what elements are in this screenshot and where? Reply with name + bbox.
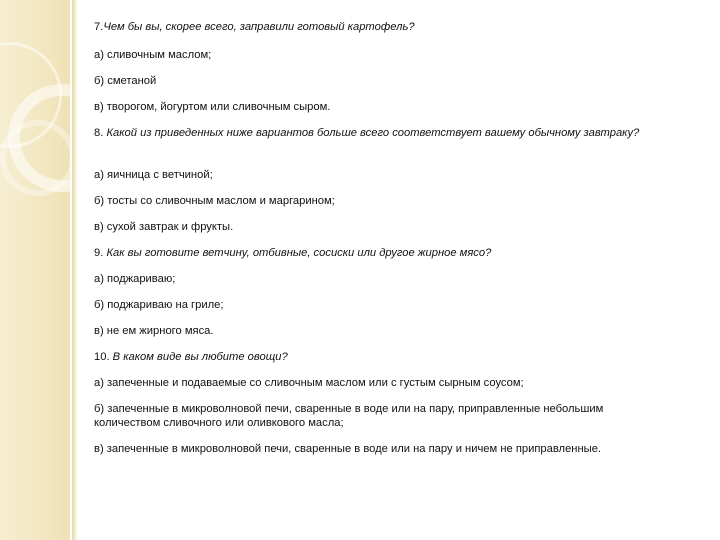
decorative-divider bbox=[72, 0, 78, 540]
question-number: 10. bbox=[94, 351, 110, 363]
question-number: 9. bbox=[94, 247, 104, 259]
answer-8a: а) яичница с ветчиной; bbox=[94, 169, 213, 181]
question-text: Как вы готовите ветчину, отбивные, сосиски или другое жирное мясо? bbox=[106, 247, 492, 259]
answer-9c: в) не ем жирного мяса. bbox=[94, 325, 214, 337]
decorative-side-band bbox=[0, 0, 70, 540]
answer-10a: а) запеченные и подаваемые со сливочным маслом или с густым сырным соусом; bbox=[94, 377, 524, 389]
question-8 bbox=[94, 126, 694, 140]
answer-7b: б) сметаной bbox=[94, 75, 157, 87]
answer-7a: а) сливочным маслом; bbox=[94, 49, 212, 61]
answer-9b: б) поджариваю на гриле; bbox=[94, 299, 224, 311]
question-text: Чем бы вы, скорее всего, заправили готовый картофель? bbox=[103, 21, 415, 33]
answer-7c: в) творогом, йогуртом или сливочным сыром. bbox=[94, 101, 331, 113]
answer-8b: б) тосты со сливочным маслом и маргарином; bbox=[94, 195, 335, 207]
answer-10c: в) запеченные в микроволновой печи, сваренные в воде или на пару и ничем не приправленные. bbox=[94, 443, 602, 455]
question-number: 8. bbox=[94, 127, 104, 139]
question-10 bbox=[94, 350, 288, 364]
question-text: Какой из приведенных ниже вариантов больше всего соответствует вашему обычному завтраку? bbox=[106, 127, 640, 139]
question-text: В каком виде вы любите овощи? bbox=[112, 351, 288, 363]
answer-10b: б) запеченные в микроволновой печи, сваренные в воде или на пару, приправленные небольшим количеством сливочного или оливкового масла; bbox=[94, 403, 604, 429]
question-7 bbox=[94, 20, 415, 34]
answer-9a: а) поджариваю; bbox=[94, 273, 176, 285]
answer-8c: в) сухой завтрак и фрукты. bbox=[94, 221, 234, 233]
question-number: 7. bbox=[94, 21, 104, 33]
quiz-content bbox=[94, 18, 716, 540]
decorative-ring-small bbox=[0, 120, 76, 196]
question-9 bbox=[94, 246, 491, 260]
